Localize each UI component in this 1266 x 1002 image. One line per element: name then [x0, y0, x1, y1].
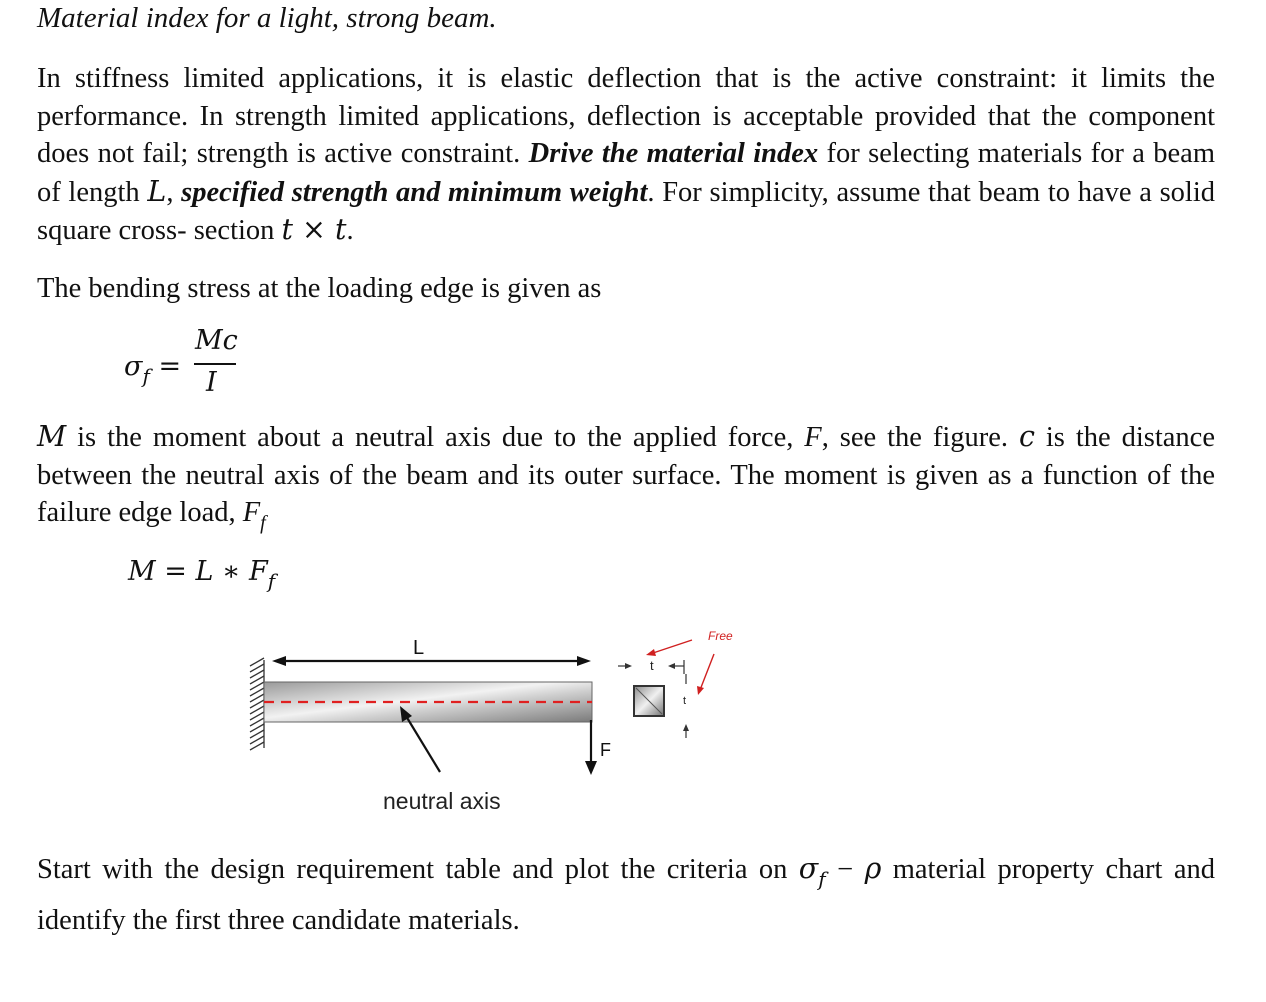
- eq1-numerator: Mc: [195, 325, 238, 356]
- intro-text-5: .: [346, 215, 354, 247]
- fraction-bar: [194, 363, 236, 365]
- moment-text-2: , see the figure.: [821, 422, 1019, 453]
- eq1-equals: =: [158, 351, 182, 382]
- eq1-denominator: I: [206, 367, 217, 398]
- task-dash: −: [825, 854, 865, 885]
- fixed-wall-support: [250, 658, 264, 750]
- moment-paragraph: [37, 418, 1215, 543]
- eq2-F: F: [248, 556, 268, 587]
- label-t-side: t: [683, 695, 687, 707]
- task-paragraph: [37, 848, 1215, 942]
- eq2-M: M: [128, 556, 156, 587]
- eq1-lhs: [124, 351, 181, 388]
- label-free: Free: [708, 629, 733, 643]
- intro-paragraph: [37, 60, 1215, 250]
- free-arrow: [650, 640, 692, 654]
- page-title: Material index for a light, strong beam.: [37, 2, 497, 34]
- task-sigma: σ: [798, 852, 819, 885]
- var-c: c: [1018, 420, 1035, 453]
- cross-section-txt: t × t: [281, 213, 347, 247]
- task-sigma-sub: f: [818, 867, 826, 891]
- label-F: F: [600, 740, 611, 760]
- beam-figure: [240, 620, 760, 790]
- eq2-op: ∗: [222, 556, 241, 587]
- var-Ff-sub: f: [260, 512, 266, 535]
- force-arrow: [585, 720, 611, 775]
- task-rho: ρ: [864, 852, 882, 885]
- length-dimension: [272, 637, 591, 666]
- neutral-axis-label: neutral axis: [383, 788, 501, 814]
- eq1-sub-f: f: [142, 364, 150, 388]
- cross-section-diagram: [618, 629, 733, 738]
- intro-text-4: . For simplicity, assume that beam to have a solid square cross- section: [37, 176, 1216, 247]
- var-L: L: [147, 174, 167, 208]
- intro-text-1: In stiffness limited applications, it is elastic deflection that is the active constraint: it limits the performance. In strength limited applications, deflection is acceptable provided that the component does not fail; strength is active constraint.: [37, 63, 1215, 170]
- intro-text-2: for selecting materials for a beam of length: [37, 138, 1215, 208]
- moment-text-3: is the distance between the neutral axis of the beam and its outer surface. The moment is given as a function of the failure edge load,: [37, 422, 1215, 529]
- bold-drive-index: Drive the material index: [528, 138, 819, 170]
- eq2-equals: =: [164, 556, 187, 587]
- eq2-F-sub: f: [267, 569, 276, 593]
- intro-text-3: ,: [166, 176, 182, 208]
- moment-equation: [128, 556, 275, 593]
- bending-stress-paragraph: The bending stress at the loading edge is given as: [37, 273, 602, 304]
- label-t-top: t: [650, 658, 654, 673]
- var-Ff: F: [242, 497, 261, 529]
- moment-text-1: is the moment about a neutral axis due to the applied force,: [66, 422, 805, 453]
- free-arrow-2: [700, 654, 714, 690]
- task-text-1: Start with the design requirement table and plot the criteria on: [37, 854, 799, 885]
- task-text-2: material property chart and identify the first three candidate materials.: [37, 854, 1215, 936]
- eq1-sigma: σ: [124, 351, 143, 382]
- var-M: M: [37, 420, 67, 453]
- var-F: F: [804, 422, 822, 453]
- bold-specified-strength: specified strength and minimum weight: [181, 176, 648, 208]
- label-L: L: [413, 637, 425, 659]
- eq2-L: L: [195, 556, 214, 587]
